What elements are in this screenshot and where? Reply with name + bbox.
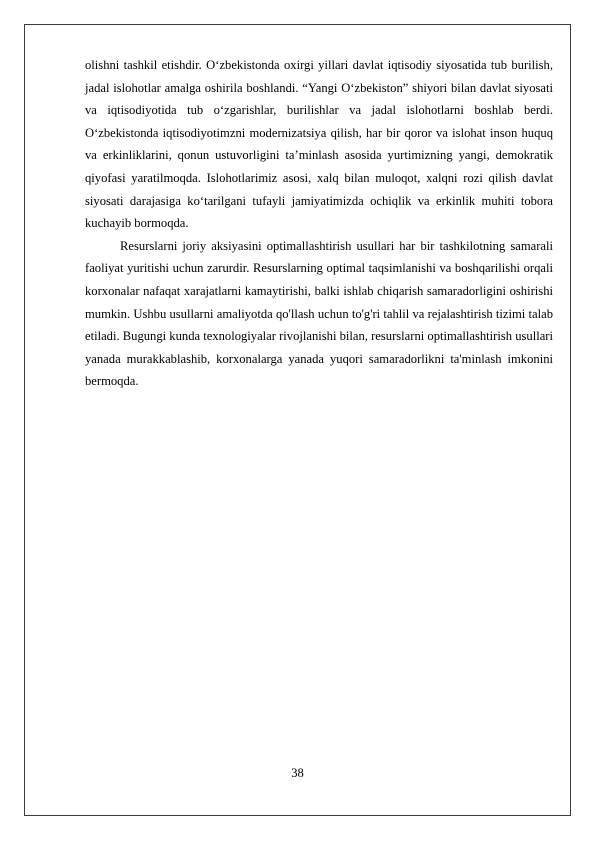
page-number: 38 xyxy=(291,766,304,780)
paragraph-resource-optimization: Resurslarni joriy aksiyasini optimallashtirish usullari har bir tashkilotning samarali faoliyat yuritishi uchun zarurdir. Resurslarning optimal taqsimlanishi va boshqarilishi orqali korxonalar nafaqat xarajatlarni kamaytirishi, balki ishlab chiqarish samaradorligini oshirishi mumkin. Ushbu usullarni amaliyotda qo'llash uchun to'g'ri tahlil va rejalashtirish tizimi talab etiladi. Bugungi kunda texnologiyalar rivojlanishi bilan, resurslarni optimallashtirish usullari yanada murakkablashib, korxonalarga yanada yuqori samaradorlikni ta'minlash imkonini bermoqda. xyxy=(85,238,553,389)
body-text xyxy=(85,54,553,393)
paragraph-continuation: olishni tashkil etishdir. O‘zbekistonda oxirgi yillari davlat iqtisodiy siyosatida tub burilish, jadal islohotlar amalga oshirila boshlandi. “Yangi O‘zbekiston” shiyori bilan davlat siyosati va iqtisodiyotida tub o‘zgarishlar, burilishlar va jadal islohotlarni boshlab berdi. O‘zbekistonda iqtisodiyotimzni modernizatsiya qilish, har bir qoror va islohat inson huquq va erkinliklarini, qonun ustuvorligini ta’minlash asosida yurtimizning yangi, demokratik qiyofasi yaratilmoqda. Islohotlarimiz asosi, xalq bilan muloqot, xalqni rozi qilish davlat siyosati darajasiga ko‘tarilgani tufayli jamiyatimizda ochiqlik va erkinlik muhiti tobora kuchayib bormoqda. xyxy=(85,58,553,231)
